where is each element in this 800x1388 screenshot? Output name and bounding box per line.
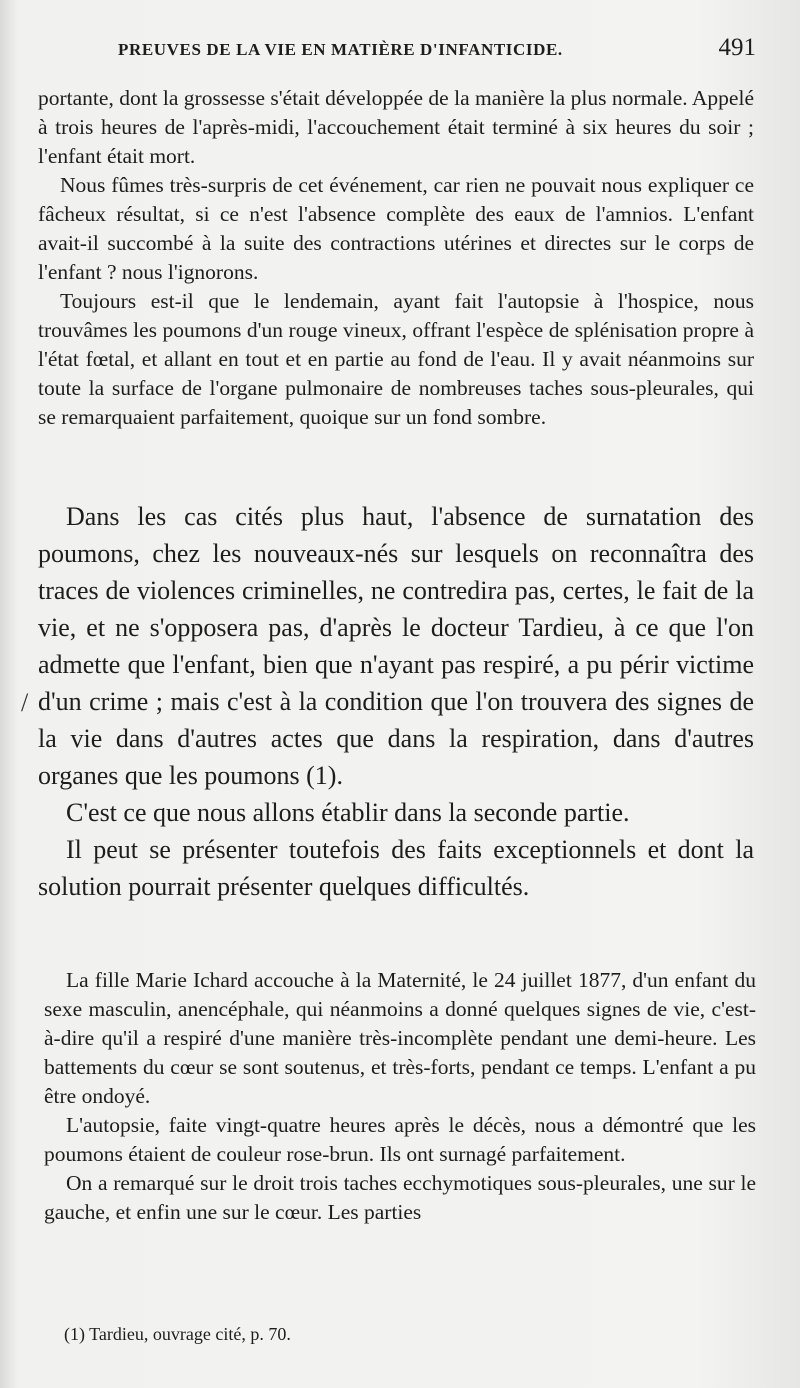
paragraph: Dans les cas cités plus haut, l'absence de surnatation des poumons, chez les nouveaux-nés sur lesquels on reconnaîtra des traces de violences criminelles, ne contredira pas, certes, le fait de la vie, et ne s'opposera pas, d'après le docteur Tardieu, à ce que l'on admette que l'enfant, bien que n'ayant pas respiré, a pu périr victime d'un crime ; mais c'est à la condition que l'on trouvera des signes de la vie dans d'autres actes que dans la respiration, dans d'autres organes que les poumons (1). [38,502,754,790]
paragraph: La fille Marie Ichard accouche à la Maternité, le 24 juillet 1877, d'un enfant du sexe masculin, anencéphale, qui néanmoins a donné quelques signes de vie, c'est-à-dire qu'il a respiré d'une manière très-incomplète pendant une demi-heure. Les battements du cœur se sont soutenus, et très-forts, pendant ce temps. L'enfant a pu être ondoyé. [44,968,756,1108]
section-case-ichard [44,966,756,1227]
paragraph: C'est ce que nous allons établir dans la seconde partie. [66,798,630,827]
paragraph: On a remarqué sur le droit trois taches ecchymotiques sous-pleurales, une sur le gauche, et enfin une sur le cœur. Les parties [44,1171,756,1224]
paragraph: Nous fûmes très-surpris de cet événement, car rien ne pouvait nous expliquer ce fâcheux résultat, si ce n'est l'absence complète des eaux de l'amnios. L'enfant avait-il succombé à la suite des contractions utérines et directes sur le corps de l'enfant ? nous l'ignorons. [38,173,754,284]
section-autopsy-account [38,84,754,432]
margin-annotation: / [21,688,29,717]
page-number: 491 [718,34,756,61]
page-header [118,34,756,62]
running-title: PREUVES DE LA VIE EN MATIÈRE D'INFANTICIDE. [118,40,563,59]
paragraph: Il peut se présenter toutefois des faits exceptionnels et dont la solution pourrait présenter quelques difficultés. [38,835,754,901]
paragraph: Toujours est-il que le lendemain, ayant fait l'autopsie à l'hospice, nous trouvâmes les poumons d'un rouge vineux, offrant l'espèce de splénisation propre à l'état fœtal, et allant en tout et en partie au fond de l'eau. Il y avait néanmoins sur toute la surface de l'organe pulmonaire de nombreuses taches sous-pleurales, qui se remarquaient parfaitement, quoique sur un fond sombre. [38,289,754,429]
paragraph: portante, dont la grossesse s'était développée de la manière la plus normale. Appelé à trois heures de l'après-midi, l'accouchement était terminé à six heures du soir ; l'enfant était mort. [38,86,754,168]
paragraph: L'autopsie, faite vingt-quatre heures après le décès, nous a démontré que les poumons étaient de couleur rose-brun. Ils ont surnagé parfaitement. [44,1113,756,1166]
footnote: (1) Tardieu, ouvrage cité, p. 70. [64,1324,291,1344]
section-main-argument [38,498,754,905]
